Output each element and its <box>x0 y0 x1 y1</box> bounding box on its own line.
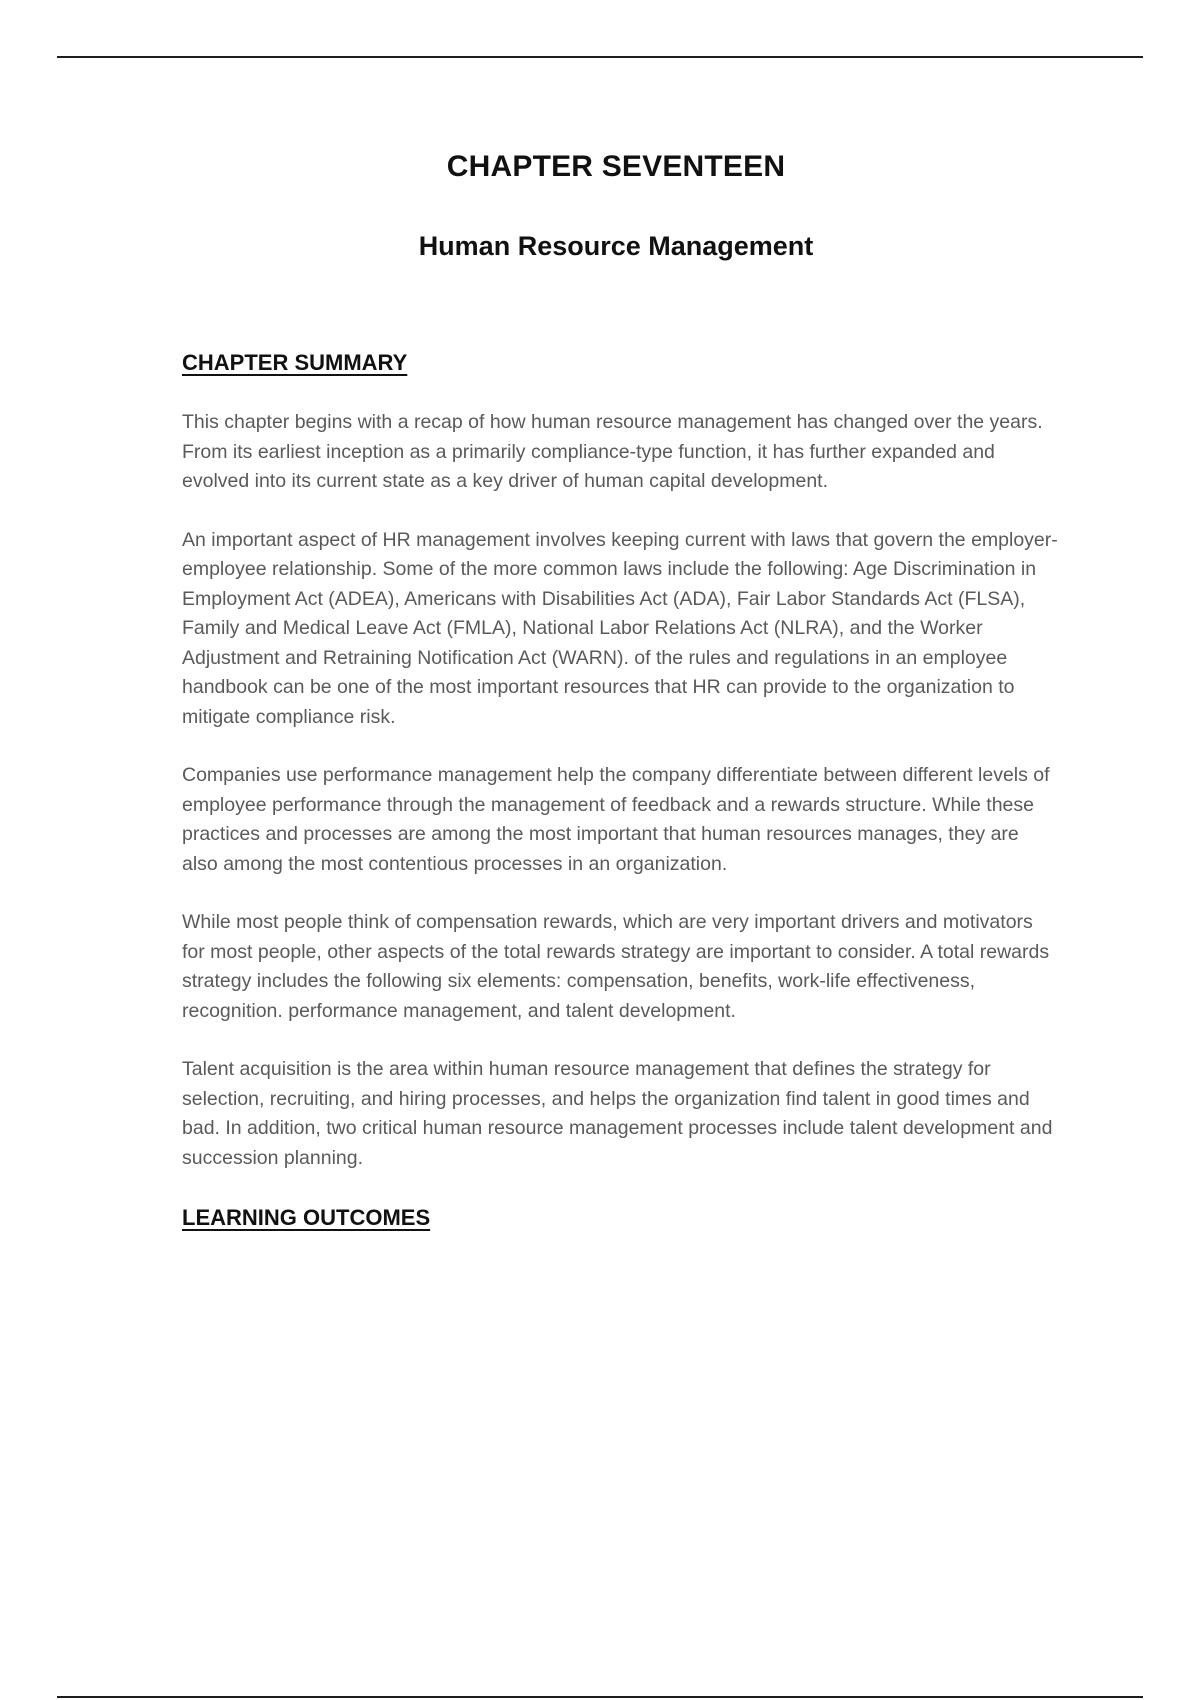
summary-paragraph-total-rewards: While most people think of compensation rewards, which are very important drivers and motivators for most people, other aspects of the total rewards strategy are important to consider. A total rewards strategy includes the following six elements: compensation, benefits, work-life effectiveness, recognition. performance management, and talent development. <box>182 911 1050 1022</box>
summary-paragraph-performance-management: Companies use performance management help the company differentiate between different levels of employee performance through the management of feedback and a rewards structure. While these practices and processes are among the most important that human resources manages, they are also among the most contentious processes in an organization. <box>182 764 1050 875</box>
chapter-subtitle: Human Resource Management <box>418 231 814 261</box>
top-rule <box>57 56 1143 58</box>
summary-paragraph-hr-history: This chapter begins with a recap of how human resource management has changed over the years. From its earliest inception as a primarily compliance-type function, it has further expanded and evolved into its current state as a key driver of human capital development. <box>182 411 1043 492</box>
learning-outcomes-heading: LEARNING OUTCOMES <box>182 1205 431 1230</box>
chapter-title: CHAPTER SEVENTEEN <box>446 150 786 183</box>
document-body <box>182 350 1058 1231</box>
summary-paragraph-talent-acquisition: Talent acquisition is the area within human resource management that defines the strategy for selection, recruiting, and hiring processes, and helps the organization find talent in good times and bad. In addition, two critical human resource management processes include talent development and succession planning. <box>182 1058 1053 1169</box>
summary-paragraph-employment-laws: An important aspect of HR management involves keeping current with laws that govern the employer-employee relationship. Some of the more common laws include the following: Age Discrimination in Employment Act (ADEA), Americans with Disabilities Act (ADA), Fair Labor Standards Act (FLSA), Family and Medical Leave Act (FMLA), National Labor Relations Act (NLRA), and the Worker Adjustment and Retraining Notification Act (WARN). of the rules and regulations in an employee handbook can be one of the most important resources that HR can provide to the organization to mitigate compliance risk. <box>182 528 1058 728</box>
chapter-summary-heading: CHAPTER SUMMARY <box>182 350 408 375</box>
bottom-rule <box>57 1696 1143 1698</box>
